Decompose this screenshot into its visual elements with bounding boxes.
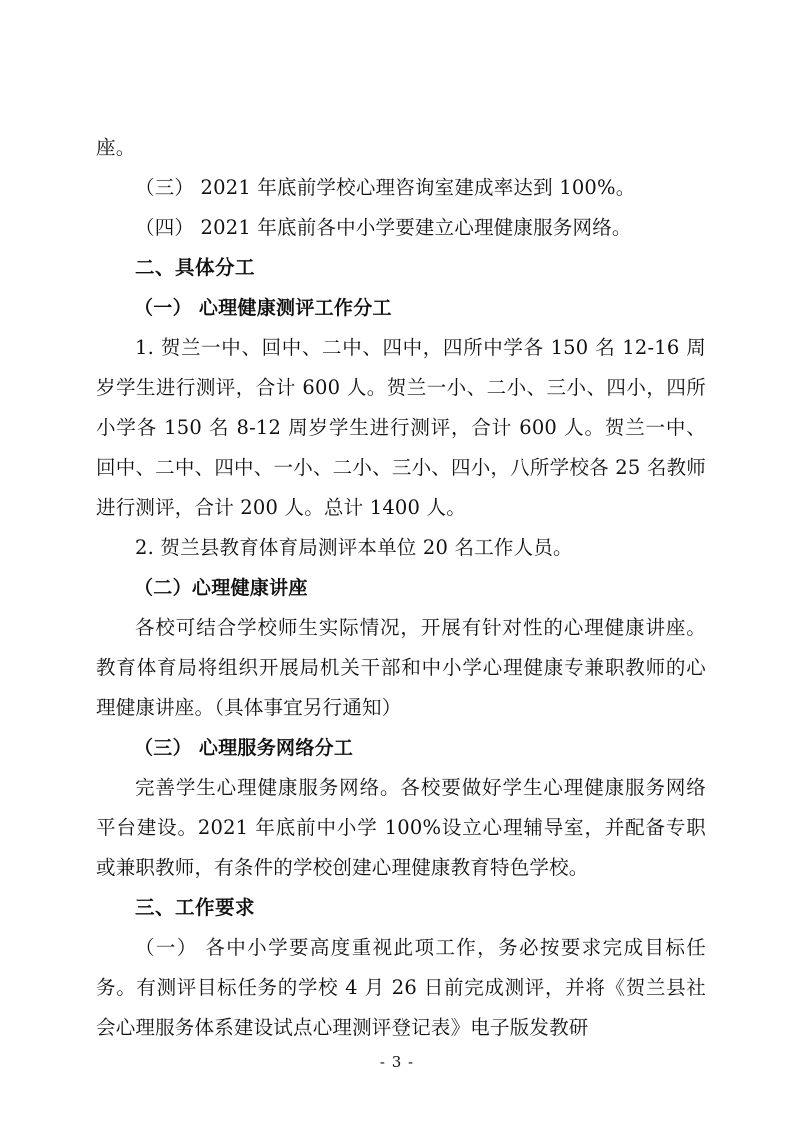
page-number: - 3 - xyxy=(379,1053,415,1071)
subsection-heading-three: （三） 心理服务网络分工 xyxy=(134,737,354,759)
paragraph-list-1: 1. 贺兰一中、回中、二中、四中，四所中学各 150 名 12-16 周岁学生进行测评，合计 600 人。贺兰一小、二小、三小、四小，四所小学各 150 名 8-12 周岁学生进行测评，合计 600 人。贺兰一中、回中、二中、四中、一小、二小、三小、四小，八所学校各 25 名教师进行测评，合计 200 人。总计 1400 人。 xyxy=(96,336,706,519)
section-heading-two: 二、具体分工 xyxy=(135,256,256,279)
subsection-heading-one: （一） 心理健康测评工作分工 xyxy=(134,297,392,319)
paragraph-list-2: 2. 贺兰县教育体育局测评本单位 20 名工作人员。 xyxy=(135,536,573,559)
subsection-heading-two: （二）心理健康讲座 xyxy=(134,577,308,599)
paragraph-network: 完善学生心理健康服务网络。各校要做好学生心理健康服务网络平台建设。2021 年底前中小学 100%设立心理辅导室，并配备专职或兼职教师，有条件的学校创建心理健康教育特色学校。 xyxy=(96,776,706,879)
paragraph-continuation: 座。 xyxy=(96,136,136,159)
document-body xyxy=(96,128,706,1048)
paragraph-item-three: （三） 2021 年底前学校心理咨询室建成率达到 100%。 xyxy=(135,176,636,199)
section-heading-three: 三、工作要求 xyxy=(135,896,256,919)
paragraph-requirement-one: （一） 各中小学要高度重视此项工作，务必按要求完成目标任务。有测评目标任务的学校 4 月 26 日前完成测评，并将《贺兰县社会心理服务体系建设试点心理测评登记表》电子版发教研 xyxy=(96,936,706,1039)
paragraph-lecture: 各校可结合学校师生实际情况，开展有针对性的心理健康讲座。教育体育局将组织开展局机关干部和中小学心理健康专兼职教师的心理健康讲座。（具体事宜另行通知） xyxy=(96,616,706,719)
paragraph-item-four: （四） 2021 年底前各中小学要建立心理健康服务网络。 xyxy=(135,216,632,239)
